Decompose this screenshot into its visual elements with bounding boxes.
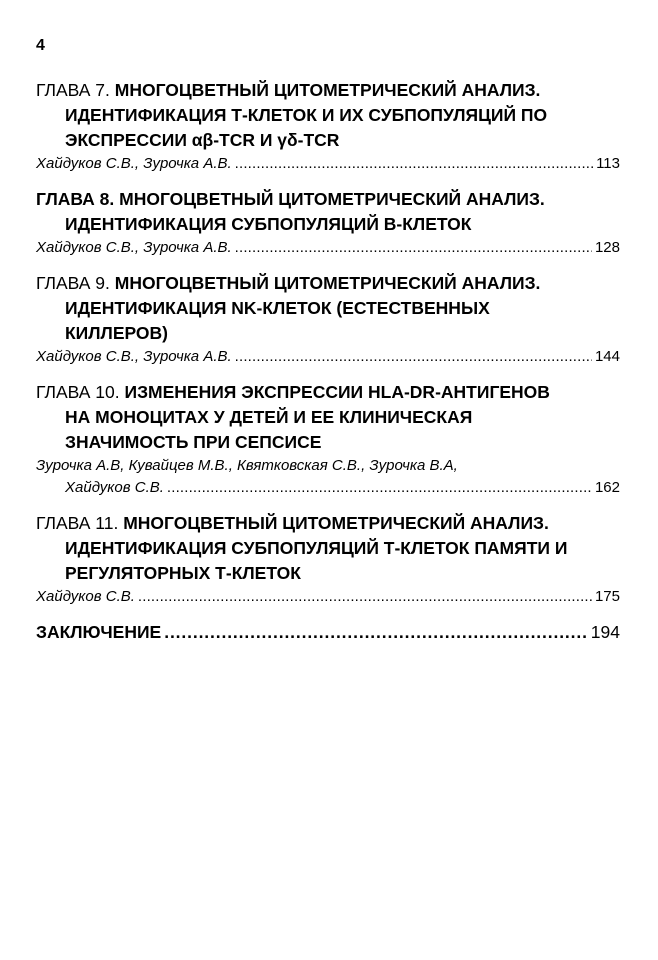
chapter-authors: Хайдуков С.В., Зурочка А.В.: [36, 155, 232, 172]
chapter-title-line: ЭКСПРЕССИИ αβ-TCR И γδ-TCR: [65, 130, 340, 150]
chapter-prefix: ГЛАВА 8.: [36, 189, 115, 209]
chapter-title-line: ИДЕНТИФИКАЦИЯ СУБПОПУЛЯЦИЙ В-КЛЕТОК: [65, 214, 472, 234]
chapter-page: 144: [594, 348, 620, 365]
table-of-contents: [36, 78, 620, 645]
dot-leader: [235, 237, 592, 259]
toc-entry-chapter-10[interactable]: [36, 380, 620, 499]
chapter-prefix: ГЛАВА 9.: [36, 273, 110, 293]
chapter-title-line: МНОГОЦВЕТНЫЙ ЦИТОМЕТРИЧЕСКИЙ АНАЛИЗ.: [119, 189, 545, 209]
chapter-title-line: МНОГОЦВЕТНЫЙ ЦИТОМЕТРИЧЕСКИЙ АНАЛИЗ.: [114, 80, 541, 100]
chapter-title-line: КИЛЛЕРОВ): [65, 323, 169, 343]
chapter-authors: Хайдуков С.В., Зурочка А.В.: [36, 239, 232, 256]
dot-leader: [235, 346, 592, 368]
chapter-page: 162: [594, 479, 620, 496]
chapter-title-line: МНОГОЦВЕТНЫЙ ЦИТОМЕТРИЧЕСКИЙ АНАЛИЗ.: [114, 273, 541, 293]
chapter-title-line: ЗНАЧИМОСТЬ ПРИ СЕПСИСЕ: [65, 432, 322, 452]
dot-leader: [235, 153, 593, 175]
dot-leader: [138, 586, 592, 608]
page-number: 4: [36, 37, 45, 54]
chapter-page: 175: [594, 588, 620, 605]
chapter-title-line: ИДЕНТИФИКАЦИЯ СУБПОПУЛЯЦИЙ Т-КЛЕТОК ПАМЯТИ И: [65, 538, 568, 558]
toc-entry-chapter-8[interactable]: [36, 187, 620, 259]
chapter-page: 128: [594, 239, 620, 256]
chapter-authors-line-1: Зурочка А.В, Кувайцев М.В., Квятковская С.В., Зурочка В.А,: [36, 457, 458, 474]
chapter-title-line: ИДЕНТИФИКАЦИЯ NK-КЛЕТОК (ЕСТЕСТВЕННЫХ: [65, 298, 490, 318]
chapter-prefix: ГЛАВА 11.: [36, 513, 119, 533]
chapter-authors: Хайдуков С.В., Зурочка А.В.: [36, 348, 232, 365]
chapter-title-line: РЕГУЛЯТОРНЫХ Т-КЛЕТОК: [65, 563, 301, 583]
chapter-authors: Хайдуков С.В.: [65, 479, 164, 496]
chapter-prefix: ГЛАВА 10.: [36, 382, 120, 402]
conclusion-label: ЗАКЛЮЧЕНИЕ: [36, 622, 162, 642]
toc-entry-chapter-11[interactable]: [36, 511, 620, 608]
chapter-authors: Хайдуков С.В.: [36, 588, 135, 605]
toc-entry-chapter-7[interactable]: [36, 78, 620, 175]
chapter-title-line: ИЗМЕНЕНИЯ ЭКСПРЕССИИ HLA-DR-АНТИГЕНОВ: [124, 382, 550, 402]
chapter-title-line: НА МОНОЦИТАХ У ДЕТЕЙ И ЕЕ КЛИНИЧЕСКАЯ: [65, 407, 473, 427]
chapter-page: 113: [596, 155, 620, 172]
toc-entry-conclusion[interactable]: [36, 620, 620, 645]
chapter-title-line: ИДЕНТИФИКАЦИЯ Т-КЛЕТОК И ИХ СУБПОПУЛЯЦИЙ ПО: [65, 105, 548, 125]
chapter-prefix: ГЛАВА 7.: [36, 80, 110, 100]
dot-leader: [164, 620, 588, 645]
toc-entry-chapter-9[interactable]: [36, 271, 620, 368]
chapter-title-line: МНОГОЦВЕТНЫЙ ЦИТОМЕТРИЧЕСКИЙ АНАЛИЗ.: [123, 513, 549, 533]
dot-leader: [167, 477, 592, 499]
conclusion-page: 194: [590, 622, 620, 642]
